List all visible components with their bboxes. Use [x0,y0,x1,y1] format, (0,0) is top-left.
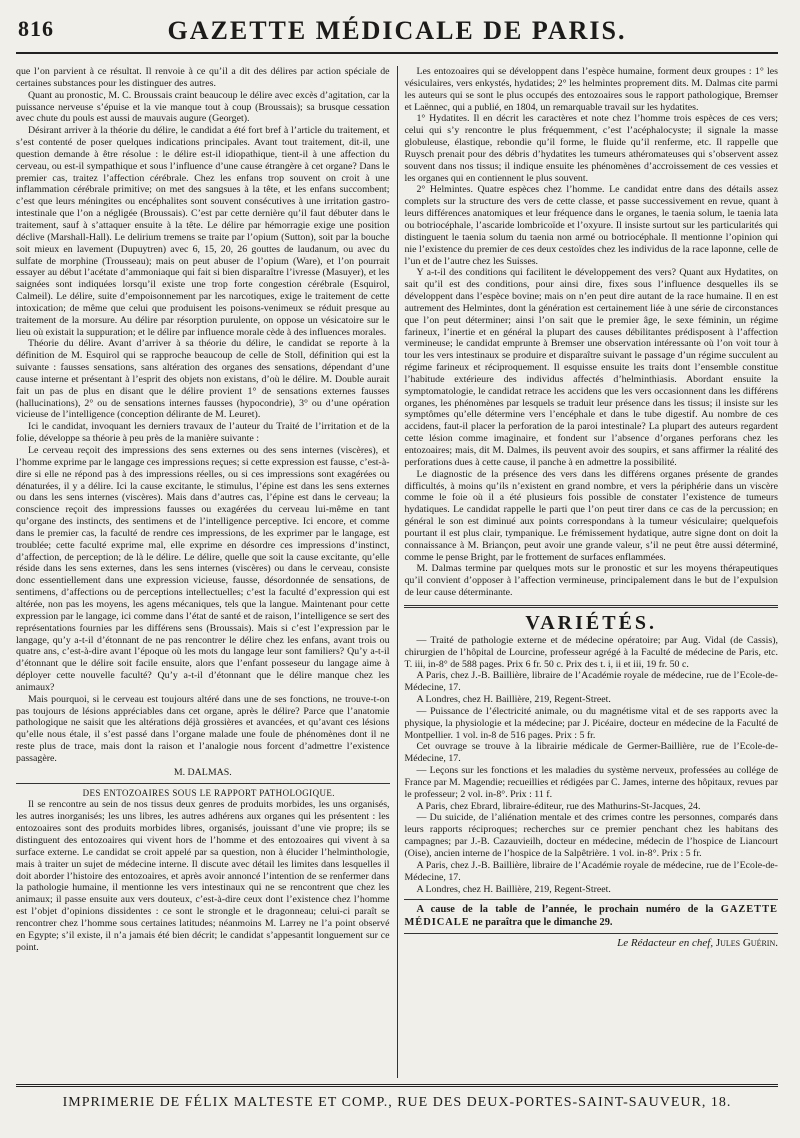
paragraph: Les entozoaires qui se développent dans l’espèce humaine, forment deux groupes : 1° les vésiculaires, vers enkystés, hydatides; 2° les helmintes proprement dits. M. Dalmas cite parmi les auteurs qui se sont le plus occupés des entozoaires sous le rapport pathologique, Bremser et Laënnec, qui a publié, en 1804, un remarquable travail sur les hydatites. [404,66,778,113]
author-signature: M. DALMAS. [173,766,232,778]
section-divider [404,933,778,934]
paragraph: Il se rencontre au sein de nos tissus deux genres de produits morbides, les uns organisés, les autres inorganisés; les uns libres, les autres adhérens aux organes qui les présentent : les entozoaires sont des produits morbides libres, organisés, jouissant d’une vie propre; ils se distinguent des entozoaires qui vivent hors de l’homme et des entozoaires qui vivent à sa surface externe. Le candidat se croit appelé par sa question, non à élucider l’helminthologie, mais à traiter un sujet de médecine interne. Il discute avec détail les limites dans lesquelles il doit aborder l’histoire des entozoaires, et après avoir annoncé l’intention de se renfermer dans la pathologie humaine, il mentionne les vers intestinaux qui ne se rencontrent que chez les animaux; il passe ensuite aux vers douteux, c’est-à-dire ceux dont l’existence chez l’homme est l’objet d’opinions dissidentes : ce sont le strongle et le dragonneau; celui-ci paraît se rencontrer chez l’homme sous certaines latitudes; néanmoins M. Larrey ne l’a point observé en Egypte; s’il existe, il n’a jamais été bien décrit; le candidat s’appesantit longuement sur ce point. [16,799,390,953]
paragraph: Le diagnostic de la présence des vers dans les différens organes présente de grandes difficultés, à moins qu’ils n’existent en grand nombre, et vers la périphérie dans un viscère comme le foie où il a été plusieurs fois possible de constater l’existence de tumeurs hydatiques. Le candidat rappelle le parti que l’on peut tirer dans ce cas de la percussion; en général le son est diminué aux points correspondans à la tumeur vésiculaire; quelquefois pourtant il est plus clair, tympanique. Le frémissement hydatique, autre signe dont on doit la connaissance à M. Briançon, peut avoir une grande valeur, s’il ne peut être aussi déterminé, comme le pense Bright, par le frottement de surfaces enflammées. [404,468,778,563]
printer-imprint: IMPRIMERIE DE FÉLIX MALTESTE ET COMP., RUE DES DEUX-PORTES-SAINT-SAUVEUR, 18. [16,1084,778,1111]
paragraph: Quant au pronostic, M. C. Broussais craint beaucoup le délire avec excès d’agitation, car la puissance nerveuse s’épuise et la vie manque tout à coup (Broussais); sa brusque cessation avec chute du pouls est aussi de mauvais augure (Georget). [16,89,390,125]
notice-text: ne paraîtra que le dimanche 29. [469,916,613,928]
book-notice: Cet ouvrage se trouve à la librairie médicale de Germer-Baillière, rue de l’Ecole-de-Médecine, 17. [404,741,778,765]
book-notice: — Traité de pathologie externe et de médecine opératoire; par Aug. Vidal (de Cassis), chirurgien de l’hôpital de Lourcine, professeur agrégé à la Faculté de médecine de Paris, etc. T. iii, in-8° de 588 pages. Prix 6 fr. 50 c. Prix des t. i, ii et iii, 19 fr. 50 c. [404,634,778,670]
paragraph: 1° Hydatites. Il en décrit les caractères et note chez l’homme trois espèces de ces vers; celui qui s’y rencontre le plus fréquemment, c’est l’acéphalocyste; il signale la masse globuleuse, élastique, rebondie qu’il forme, le fluide qu’il renferme, etc. Il rappelle que Ruysch prenait pour des débris d’hydatites les tumeurs athéromateuses qui s’observent assez souvent dans nos tissus; il indique ensuite les phénomènes d’accroissement de ces vessies et les organes qui en contiennent le plus souvent. [404,113,778,184]
paragraph: que l’on parvient à ce résultat. Il renvoie à ce qu’il a dit des délires par action spéciale de certaines substances pour les distinguer des autres. [16,66,390,89]
varietes-heading: VARIÉTÉS. [525,611,658,634]
section-title: DES ENTOZOAIRES SOUS LE RAPPORT PATHOLOGIQUE. [82,787,335,798]
editor-name: Jules Guérin. [715,937,778,950]
column-separator [397,66,398,1078]
section-divider [16,783,390,784]
paragraph: Théorie du délire. Avant d’arriver à sa théorie du délire, le candidat se reporte à la définition de M. Esquirol qui se rapproche beaucoup de celle de Stoll, définition qui est la suivante : fausses sensations, sans altération des organes des sensations, dépendant d’une cause interne et présentant à l’esprit des objets non existans, d’où le délire. M. Double aurait fait un pas de plus en disant que le délire provient 1° de sensations externes fausses (hallucinations), 2° ou de sensations internes fausses (hypocondrie), 3° ou d’une opération vicieuse de l’intelligence (conception délirante de M. Leuret). [16,338,390,421]
book-notice: — Du suicide, de l’aliénation mentale et des crimes contre les personnes, comparés dans leurs rapports réciproques; recherches sur ce premier penchant chez les habitans des campagnes; par J.-B. Cazauvieilh, docteur en médecine, médecin de l’hospice de Liancourt (Oise), ancien interne de l’hospice de la Salpêtrière. 1 vol. in-8°. Prix : 5 fr. [404,812,778,859]
paragraph: Désirant arriver à la théorie du délire, le candidat a été fort bref à l’article du traitement, et s’est contenté de poser quelques indications principales. Avant tout traitement, dit-il, une question demande à être résolue : le délire est-il idiopathique, tient-il à une affection du cerveau, ou est-il sympathique et sous l’influence d’une cause étrangère à cet organe? Dans le premier cas, traitez l’affection cérébrale. Chez les enfans trop souvent on croit à une inflammation cérébrale primitive; on met des sangsues à la tête, et les enfans succombent; c’est que leurs méningites ou encéphalites sont souvent consécutives à une irritation gastro-intestinale que l’on a négligée (Broussais). C’est par cette dernière qu’il faut débuter dans le traitement, sauf à s’attaquer ensuite à la tête. Le délire par hémorragie exige une position déclive (Marshall-Hall). Le delirium tremens se traite par l’opium (Sutton), soit par la bouche soit mieux en lavement (Dupuytren) avec 6, 15, 20, 26 gouttes de laudanum, ou avec du sulfate de morphine (Trousseau); mais on peut abuser de l’opium (Ware), et l’on pourrait essayer au début l’acétate d’ammoniaque qui fait si bien disparaître l’ivresse (Masuyer), et les saignées sont indiquées lorsqu’il existe une trop forte congestion cérébrale (Esquirol, Calmeil). Le délire, suite d’empoisonnement par les narcotiques, exige le traitement de cette intoxication; de même que celui que produisent les poisons-venimeux se réduit presque au traitement de la morsure. Au délire par résorption purulente, on oppose un vésicatoire sur le lieu où existait la suppuration; et le délire par influence morale cède à des influences morales. [16,125,390,338]
editor-signature [404,938,778,950]
book-notice: A Paris, chez Ebrard, libraire-éditeur, rue des Mathurins-St-Jacques, 24. [416,800,701,812]
page-number: 816 [18,16,54,41]
journal-title: GAZETTE MÉDICALE DE PARIS. [167,16,627,45]
page-header [16,0,778,54]
left-column [16,66,390,1078]
editor-label: Le Rédacteur en chef, [617,937,714,950]
section-divider [404,899,778,900]
notice-journal-name: GAZETTE MÉDICALE [404,904,778,928]
book-notice: — Leçons sur les fonctions et les maladies du système nerveux, professées au collége de France par M. Magendie; recueillies et rédigées par C. James, interne des hôpitaux, revues par le professeur; 2 vol. in-8°. Prix : 11 f. [404,765,778,800]
paragraph: 2° Helmintes. Quatre espèces chez l’homme. Le candidat entre dans des détails assez complets sur la structure des vers de cette classe, et passe successivement en revue, quant à leurs différences anatomiques et leur fréquence dans le organes, le taenia solum, le taenia lata ou botriocéphale, l’ascaride lombricoïde et l’oxyure. Il insiste surtout sur les particularités qui distinguent le taenia solum du taenia non armé ou botriocéphale. Il mentionne l’opinion qui nie l’existence du premier de ces deux cestoïdes chez les individus de la race laponne, celle de l’un et de l’autre chez les Suisses. [404,184,778,267]
paragraph: Le cerveau reçoit des impressions des sens externes ou des sens internes (viscères), et l’homme exprime par le langage ces impressions reçues; si cette expression est fausse, c’est-à-dire si elle ne répond pas à des impressions réelles, ou si ces impressions sont exagérées ou dénaturées, il y a délire. Ici la cause excitante, le stimulus, l’épine est dans les sens externes ou dans les sens internes (viscères). Mais dans d’autres cas, l’épine est dans le cerveau; la conscience reçoit des impressions fausses ou exagérées du cerveau lui-même en tant qu’organe des instincts, des sentimens et de l’intelligence perceptive. Ici encore, et comme dans le premier cas, la faculté de rendre ces impressions, de les exprimer par le langage, est troublée; cette faculté exprime mal, elle exprime en désordre ces impressions d’instinct, d’affection, de perception; de là le délire. Le délire, quelle que soit la cause excitante, qu’elle réside dans les sens externes, dans les sens internes (viscères) ou dans le cerveau, consiste donc essentiellement dans une expression vicieuse, fausse, désordonnée de sensations, de sentimens, d’affections ou de perceptions intellectuelles; c’est la faculté d’expression qui est altérée, non pas les moyens, les agens mécaniques, tels que la langue. Maintenant pour cette expression par le langage, ici comme dans l’état de santé et de raison, l’intelligence se sert des représentations fournies par les différens sens (Broussais). Mais si c’est l’expression par le langage, qu’y a-t-il d’étonnant de ne pas rencontrer le délire chez les enfans, avant trois ou quatre ans, c’est-à-dire avant l’époque où les mots du langage leur sont familiers? Qu’y a-t-il d’étonnant que le délire soit facile ensuite, alors que l’enfant posseseur du langage aime à déployer cette nouvelle faculté? Qu’y a-t-il d’étonnant que le délire manque chez les animaux? [16,445,390,693]
book-notice: A Paris, chez J.-B. Baillière, libraire de l’Académie royale de médecine, rue de l’Ecole-de-Médecine, 17. [404,859,778,883]
paragraph: Ici le candidat, invoquant les derniers travaux de l’auteur du Traité de l’irritation et de la folie, développe sa théorie à peu près de la manière suivante : [16,421,390,445]
section-divider [404,605,778,608]
publication-notice [404,904,778,929]
paragraph: Y a-t-il des conditions qui facilitent le développement des vers? Quant aux Hydatites, on sait qu’il est des conditions, pour ainsi dire, fixes sous l’influence desquelles ils se développent dans l’espèce bovine; mais on n’en peut dire autant de la race humaine. Il en est autrement des Helmintes, dont la génération est certainement liée à une série de circonstances que l’on peut déterminer; ainsi l’on sait que le premier âge, le sexe féminin, un régime farineux, l’inertie et en général la plupart des causes débilitantes prédisposent à l’affection vermineuse; le candidat emprunte à Bremser une observation intéressante où l’on voit tour à tour les vers intestinaux se produire et disparaître suivant le passage d’un régime succulent au régime farineux et réciproquement. Il esquisse ensuite les traits dont l’ensemble constitue l’habitude extérieure des individus affectés d’helminthiasis. Abordant ensuite la symptomatologie, le candidat retrace les accidens que les vers occasionnent dans les différens organes, les phénomènes par lesquels se traduit leur présence dans les tissus; il insiste sur les symptômes qu’elle détermine vers l’encéphale et dans le tube digestif. Au nombre de ces accidens, faut-il placer la perforation de la paroi intestinale? La plupart des auteurs regardent cette lésion comme imaginaire, et fondent sur l’absence d’organes perforans chez les entozoaires; mais, dit M. Dalmes, ils peuvent avoir des soupirs, et sans affirmer la réalité des perforations dues à cette cause, il panche à en admettre la possibilité. [404,267,778,468]
book-notice: A Paris, chez J.-B. Baillière, libraire de l’Académie royale de médecine, rue de l’Ecole-de-Médecine, 17. [404,670,778,694]
paragraph: M. Dalmas termine par quelques mots sur le pronostic et sur les moyens thérapeutiques qu’il convient d’opposer à l’affection vermineuse, principalement dans le but de l’expulsion de leur cause déterminante. [404,563,778,599]
book-notice: A Londres, chez H. Baillière, 219, Regent-Street. [416,883,611,895]
paragraph: Mais pourquoi, si le cerveau est toujours altéré dans une de ses fonctions, ne trouve-t-on pas toujours de lésions appréciables dans cet organe, après le délire? Parce que l’anatomie pathologique ne saisit que les altérations déjà grossières et avancées, et qu’avant ces lésions qu’elle nous étale, il s’est passé dans l’organe malade une foule de phénomènes dont il ne reste plus de trace, mais dont la raison et l’analogie nous forcent d’admettre l’existence passagère. [16,693,390,764]
book-notice: — Puissance de l’électricité animale, ou du magnétisme vital et de ses rapports avec la physique, la physiologie et la médecine; par J. Picéaire, docteur en médecine de la Faculté de Montpellier. 1 vol. in-8 de 516 pages. Prix : 5 fr. [404,705,778,741]
right-column [404,66,778,1078]
notice-text: A cause de la table de l’année, le prochain numéro de la [416,904,721,916]
book-notice: A Londres, chez H. Baillière, 219, Regent-Street. [416,694,611,706]
article-columns [16,66,778,1078]
